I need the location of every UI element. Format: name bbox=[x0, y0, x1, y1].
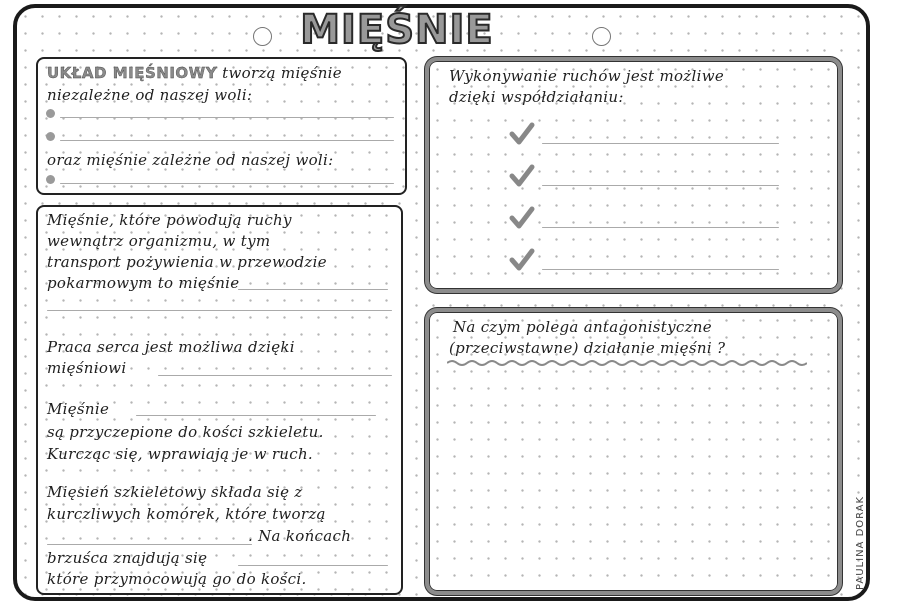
muscle-system-line-3: oraz mięśnie zależne od naszej woli: bbox=[47, 151, 334, 169]
muscle-system-box bbox=[36, 57, 407, 195]
q4-line-3: . Na końcach bbox=[248, 527, 352, 545]
page-title: MIĘŚNIE bbox=[300, 7, 494, 53]
cooperation-box bbox=[425, 57, 842, 293]
answer-line[interactable] bbox=[60, 117, 394, 118]
answer-line[interactable] bbox=[60, 183, 394, 184]
answer-line[interactable] bbox=[47, 544, 252, 545]
answer-line[interactable] bbox=[542, 143, 779, 144]
muscle-system-line-2: niezależne od naszej woli: bbox=[47, 86, 253, 104]
binder-hole-right bbox=[592, 27, 611, 46]
muscle-system-line-1 bbox=[47, 64, 342, 82]
antagonistic-line-2: (przeciwstawne) działanie mięśni ? bbox=[449, 339, 726, 357]
bullet-3 bbox=[46, 175, 55, 184]
q1-line-3: transport pożywienia w przewodzie bbox=[47, 253, 327, 271]
answer-line[interactable] bbox=[238, 289, 388, 290]
q3-line-2: są przyczepione do kości szkieletu. bbox=[47, 423, 324, 441]
answer-line[interactable] bbox=[542, 227, 779, 228]
cooperation-line-2: dzięki współdziałaniu: bbox=[449, 88, 624, 106]
questions-box bbox=[36, 205, 403, 595]
q2-line-1: Praca serca jest możliwa dzięki bbox=[47, 338, 295, 356]
cooperation-line-1: Wykonywanie ruchów jest możliwe bbox=[449, 67, 725, 85]
q1-line-4: pokarmowym to mięśnie bbox=[47, 274, 240, 292]
author-signature: PAULINA DORAK bbox=[855, 495, 866, 590]
q2-line-2: mięśniowi bbox=[47, 359, 127, 377]
answer-line[interactable] bbox=[136, 415, 376, 416]
checkmark-icon bbox=[509, 247, 535, 273]
antagonistic-box bbox=[425, 308, 842, 595]
q3-line-1: Mięśnie bbox=[47, 400, 110, 418]
answer-line[interactable] bbox=[542, 269, 779, 270]
binder-hole-left bbox=[253, 27, 272, 46]
q4-line-1: Mięsień szkieletowy składa się z bbox=[47, 483, 303, 501]
answer-line[interactable] bbox=[238, 565, 388, 566]
q1-line-2: wewnątrz organizmu, w tym bbox=[47, 232, 271, 250]
answer-line[interactable] bbox=[542, 185, 779, 186]
checkmark-icon bbox=[509, 163, 535, 189]
checkmark-icon bbox=[509, 121, 535, 147]
muscle-system-line-1-rest: tworzą mięśnie bbox=[217, 64, 342, 82]
q4-line-4: brzuśca znajdują się bbox=[47, 549, 208, 567]
checkmark-icon bbox=[509, 205, 535, 231]
bullet-1 bbox=[46, 109, 55, 118]
bullet-2 bbox=[46, 132, 55, 141]
wavy-underline-icon bbox=[447, 359, 807, 367]
q4-line-2: kurczliwych komórek, które tworzą bbox=[47, 505, 326, 523]
q1-line-1: Mięśnie, które powodują ruchy bbox=[47, 211, 292, 229]
muscle-system-heading: UKŁAD MIĘŚNIOWY bbox=[47, 64, 218, 82]
antagonistic-line-1: Na czym polega antagonistyczne bbox=[453, 318, 712, 336]
answer-line[interactable] bbox=[47, 310, 392, 311]
q4-line-5: które przymocowują go do kości. bbox=[47, 570, 307, 588]
answer-line[interactable] bbox=[60, 140, 394, 141]
answer-line[interactable] bbox=[158, 375, 392, 376]
q3-line-3: Kurcząc się, wprawiają je w ruch. bbox=[47, 445, 313, 463]
